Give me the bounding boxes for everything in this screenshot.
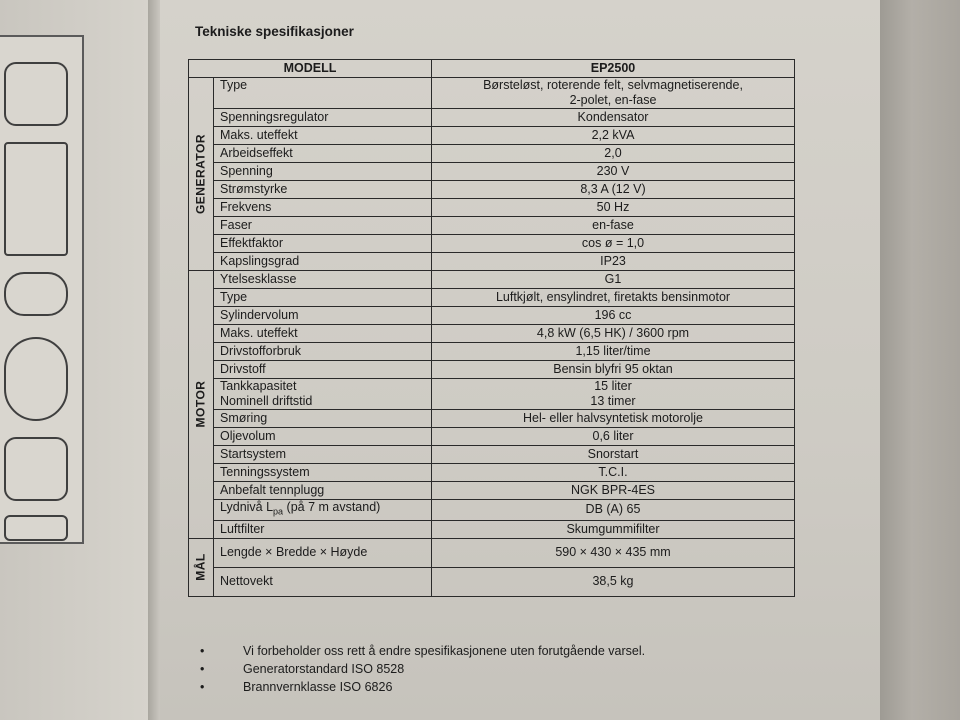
spec-value-text: 38,5 kg: [592, 574, 634, 588]
spec-label-text: Oljevolum: [220, 429, 276, 443]
spec-value-text: DB (A) 65: [585, 502, 641, 517]
spec-label-text: Nominell driftstid: [220, 394, 313, 408]
spec-label-text: Type: [220, 290, 248, 304]
note-item: • Brannvernklasse ISO 6826: [200, 678, 645, 696]
table-row: [189, 464, 795, 482]
spec-label-text: Frekvens: [220, 200, 272, 214]
spec-value: [432, 289, 795, 307]
table-row: [189, 410, 795, 428]
spec-value: [432, 410, 795, 428]
table-header-row: [189, 60, 795, 78]
table-row: [189, 307, 795, 325]
spec-value-text: Hel- eller halvsyntetisk motorolje: [523, 411, 703, 425]
spec-label: [214, 271, 432, 289]
spec-label-text: Drivstofforbruk: [220, 344, 302, 358]
spec-label: [214, 500, 432, 521]
frame-illustration: [4, 142, 68, 256]
illustration-panel: [0, 35, 84, 544]
spec-label: [214, 446, 432, 464]
spec-value-text: Kondensator: [577, 110, 649, 124]
left-page: [0, 0, 150, 720]
group-label-cell: [189, 78, 214, 271]
table-row: [189, 428, 795, 446]
spec-value: [432, 379, 795, 410]
spec-label: [214, 410, 432, 428]
warning-icon: [4, 515, 68, 541]
table-row: [189, 361, 795, 379]
spec-label-text: Spenning: [220, 164, 273, 178]
column-header-value: EP2500: [432, 60, 795, 78]
spec-value: [432, 307, 795, 325]
spec-value-text: 230 V: [596, 164, 630, 178]
table-row: [189, 482, 795, 500]
table-row: [189, 145, 795, 163]
table-row: [189, 325, 795, 343]
spec-value: [432, 538, 795, 567]
spec-label: [214, 78, 432, 109]
spec-label: [214, 289, 432, 307]
spec-value-text: 50 Hz: [596, 200, 630, 214]
filter-illustration: [4, 337, 68, 421]
spec-value: [432, 217, 795, 235]
table-row: [189, 109, 795, 127]
spec-value: [432, 271, 795, 289]
spec-value-text: 8,3 A (12 V): [580, 182, 646, 196]
spec-label: [214, 199, 432, 217]
spec-value: [432, 446, 795, 464]
spec-label-text: Smøring: [220, 411, 268, 425]
group-label: MOTOR: [193, 380, 208, 428]
table-row: [189, 271, 795, 289]
table-row: [189, 199, 795, 217]
spec-label: [214, 538, 432, 567]
spec-label: [214, 145, 432, 163]
spec-value: [432, 520, 795, 538]
spec-label-text: Type: [220, 78, 248, 92]
spec-label-text: Strømstyrke: [220, 182, 288, 196]
spec-value-text: 2-polet, en-fase: [569, 93, 657, 107]
table-row: [189, 181, 795, 199]
spec-label: [214, 253, 432, 271]
spec-label-text: Sylindervolum: [220, 308, 299, 322]
spec-label: [214, 464, 432, 482]
spec-value-text: 590 × 430 × 435 mm: [555, 545, 671, 559]
group-label-cell: [189, 271, 214, 539]
spec-value-text: Bensin blyfri 95 oktan: [553, 362, 673, 376]
spec-label: [214, 361, 432, 379]
spec-table: [188, 59, 795, 597]
table-row: [189, 163, 795, 181]
table-row: [189, 538, 795, 567]
spec-value-text: Snorstart: [587, 447, 639, 461]
spec-value: [432, 181, 795, 199]
spec-value-text: 15 liter: [594, 379, 632, 393]
spec-value: [432, 500, 795, 521]
spec-label: [214, 428, 432, 446]
table-row: [189, 78, 795, 109]
table-row: [189, 253, 795, 271]
table-row: [189, 217, 795, 235]
generator-illustration: [4, 62, 68, 126]
spec-label-text: Kapslingsgrad: [220, 254, 300, 268]
table-row: [189, 520, 795, 538]
spec-label-text: Startsystem: [220, 447, 286, 461]
spec-label: [214, 181, 432, 199]
spec-value: [432, 127, 795, 145]
page-edge: [880, 0, 960, 720]
spec-label-subscript: pa: [273, 506, 284, 517]
spec-value: [432, 199, 795, 217]
table-row: [189, 567, 795, 596]
column-header-model: MODELL: [189, 60, 432, 78]
spec-value-text: T.C.I.: [598, 465, 628, 479]
spec-value: [432, 464, 795, 482]
spec-label-text: Faser: [220, 218, 252, 232]
spec-label-text: Maks. uteffekt: [220, 326, 298, 340]
spec-label: [214, 482, 432, 500]
spec-value: [432, 163, 795, 181]
spec-value-text: 1,15 liter/time: [575, 344, 651, 358]
spec-label: [214, 163, 432, 181]
spec-value-text: en-fase: [592, 218, 634, 232]
spec-value-text: 2,0: [604, 146, 622, 160]
spec-value: [432, 78, 795, 109]
spec-label: [214, 235, 432, 253]
spec-label: [214, 217, 432, 235]
table-row: [189, 446, 795, 464]
spec-label-text: Ytelsesklasse: [220, 272, 297, 286]
spec-label-text: Drivstoff: [220, 362, 266, 376]
spec-label-text: Lydnivå L: [220, 500, 274, 514]
spec-value: [432, 325, 795, 343]
spec-value-text: 0,6 liter: [592, 429, 634, 443]
spec-label-text: Tankkapasitet: [220, 379, 297, 393]
table-row: [189, 289, 795, 307]
spec-value-text: Luftkjølt, ensylindret, firetakts bensinmotor: [495, 290, 731, 304]
spec-label: [214, 343, 432, 361]
table-row: [189, 235, 795, 253]
spec-value: [432, 343, 795, 361]
spec-value-text: 196 cc: [594, 308, 632, 322]
group-label-cell: [189, 538, 214, 596]
spec-label: [214, 325, 432, 343]
spec-value: [432, 253, 795, 271]
spec-label: [214, 379, 432, 410]
spec-value-text: 13 timer: [590, 394, 636, 408]
person-illustration: [4, 437, 68, 501]
spec-value-text: 2,2 kVA: [591, 128, 635, 142]
spec-value-text: Børsteløst, roterende felt, selvmagnetiserende,: [483, 78, 743, 92]
table-row: [189, 127, 795, 145]
spec-label-text: Luftfilter: [220, 521, 265, 536]
spec-label-text: Tenningssystem: [220, 465, 310, 479]
spec-label: [214, 520, 432, 538]
spec-label: [214, 127, 432, 145]
spark-plug-illustration: [4, 272, 68, 316]
spec-value: [432, 109, 795, 127]
notes-list: [200, 642, 645, 696]
spec-value: [432, 428, 795, 446]
spec-value: [432, 145, 795, 163]
spec-label: [214, 567, 432, 596]
spec-label-text: Arbeidseffekt: [220, 146, 293, 160]
spec-value: [432, 482, 795, 500]
spec-value-text: NGK BPR-4ES: [570, 483, 656, 497]
spec-value-text: Skumgummifilter: [566, 521, 660, 536]
spec-label: [214, 109, 432, 127]
table-row: [189, 379, 795, 410]
note-item: • Vi forbeholder oss rett å endre spesifikasjonene uten forutgående varsel.: [200, 642, 645, 660]
spec-value: [432, 235, 795, 253]
group-label: MÅL: [193, 553, 208, 581]
spec-value-text: G1: [604, 272, 622, 286]
table-row: [189, 343, 795, 361]
note-item: • Generatorstandard ISO 8528: [200, 660, 645, 678]
table-row: [189, 500, 795, 521]
spec-value: [432, 567, 795, 596]
spec-value-text: IP23: [600, 254, 626, 268]
spec-label-text: Nettovekt: [220, 574, 273, 588]
spec-label-text: Maks. uteffekt: [220, 128, 298, 142]
spec-label-text: Spenningsregulator: [220, 110, 329, 124]
spec-label-text: Lengde × Bredde × Høyde: [220, 545, 368, 559]
spec-label-text: Effektfaktor: [220, 236, 283, 250]
spec-value-text: 4,8 kW (6,5 HK) / 3600 rpm: [536, 326, 690, 340]
spec-label-suffix: (på 7 m avstand): [283, 500, 381, 514]
group-label: GENERATOR: [193, 133, 208, 215]
spec-value: [432, 361, 795, 379]
spec-label-text: Anbefalt tennplugg: [220, 483, 325, 497]
spec-value-text: cos ø = 1,0: [581, 236, 645, 250]
page-title: Tekniske spesifikasjoner: [195, 24, 354, 39]
spec-label: [214, 307, 432, 325]
